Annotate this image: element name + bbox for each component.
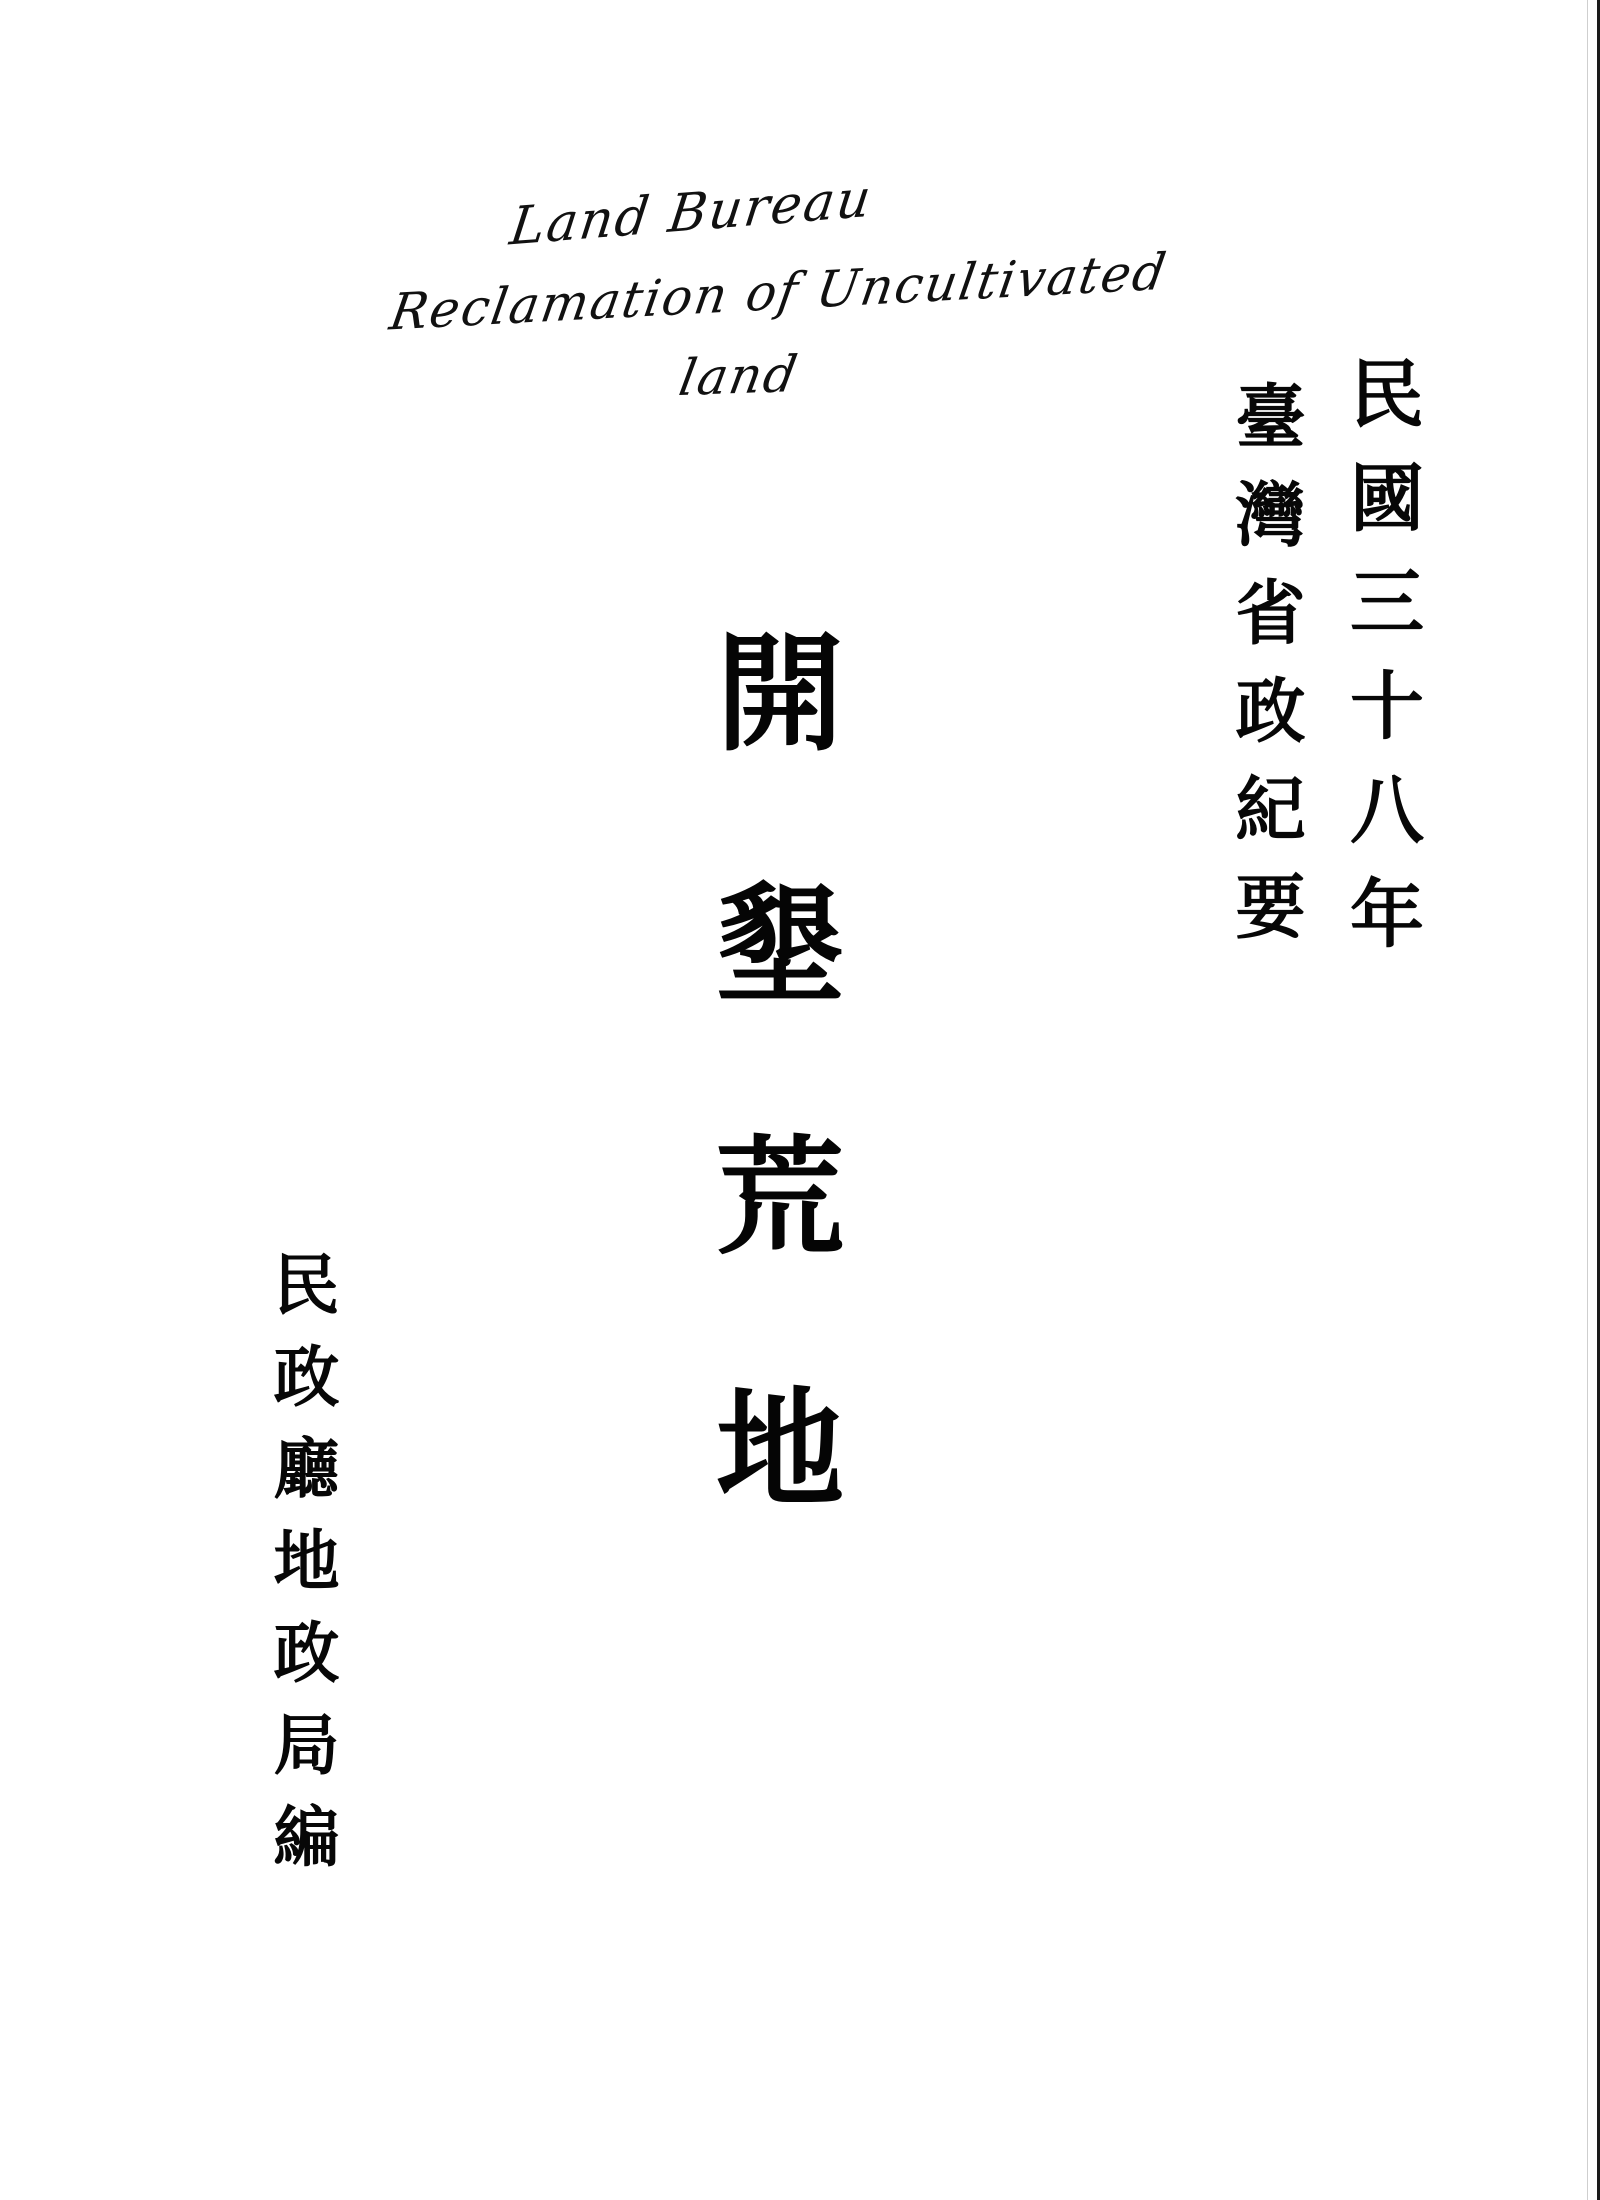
page-title — [690, 619, 870, 1525]
series-year-column: 民國三十八年 — [1338, 355, 1424, 979]
handwritten-line-3: land — [674, 344, 804, 408]
handwritten-line-2: Reclamation of Uncultivated — [385, 242, 1172, 342]
title-character: 荒 — [715, 1123, 844, 1273]
handwritten-annotation — [370, 168, 1310, 425]
title-character: 地 — [715, 1375, 844, 1525]
publisher-column: 民政廳地政局編 — [262, 1250, 340, 1894]
handwritten-line-1: Land Bureau — [506, 168, 877, 258]
title-character: 開 — [715, 619, 844, 769]
series-title-column: 臺灣省政紀要 — [1224, 380, 1307, 968]
scan-edge-inner-line — [1587, 0, 1588, 2200]
title-character: 墾 — [715, 871, 844, 1021]
